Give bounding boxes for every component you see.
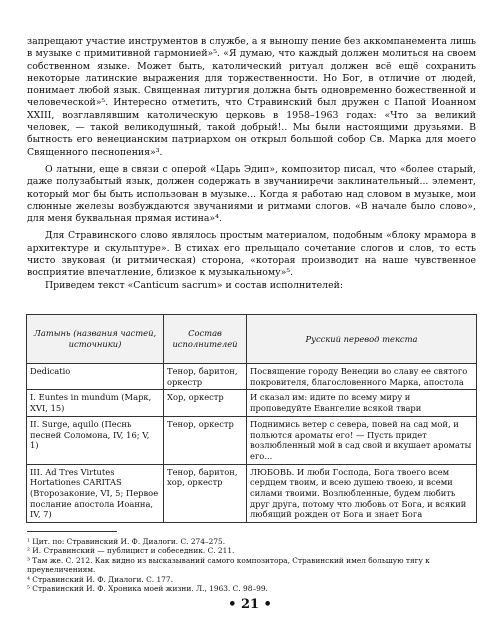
paragraph-2: О латыни, еще в связи с оперой «Царь Эдип», композитор писал, что «более старый, даже полузабытый язык, должен содержать в звучанииречи заклинательный... элемент, который мог бы быть использован в музыке... Когда я работаю над словом в музыке, мои слюнные железы возбуждаются звучаниями и ритмами слогов. «В начале было слово», для меня буквальная прямая истина»⁴. (27, 163, 476, 225)
paragraph-4: Приведем текст «Canticum sacrum» и состав исполнителей: (45, 279, 343, 291)
footnote: ⁵ Стравинский И. Ф. Хроника моей жизни. Л., 1963. С. 98–99. (27, 584, 268, 594)
table-cell: I. Euntes in mundum (Марк, XVI, 15) (27, 390, 164, 416)
table-header-row (27, 315, 477, 364)
table-cell: III. Ad Tres Virtutes Hortationes CARITAS (Второзаконие, VI, 5; Первое послание апостола Иоанна, IV, 7) (27, 464, 164, 523)
footnote: ² И. Стравинский — публицист и собеседник. С. 211. (27, 546, 235, 556)
body-text (27, 36, 476, 292)
table-cell: Dedicatio (27, 364, 164, 390)
footnote-divider (27, 531, 117, 532)
table-cell: Тенор, баритон, хор, оркестр (164, 464, 247, 523)
footnotes (27, 537, 476, 593)
table-cell: Тенор, баритон, оркестр (164, 364, 247, 390)
table-row (27, 464, 477, 523)
table-cell: Посвящение городу Венеции во славу ее святого покровителя, благословенного Марка, апостола (247, 364, 477, 390)
table-row (27, 364, 477, 390)
footnote: ⁴ Стравинский И. Ф. Диалоги. С. 177. (27, 574, 173, 584)
table-cell: Хор, оркестр (164, 390, 247, 416)
paragraph-1: запрещают участие инструментов в службе, а я выношу пение без аккомпанемента лишь в музыке с примитивной гармонией»⁵. «Я думаю, что каждый должен молиться на своем собственном языке. Может быть, католический ритуал должен всё ещё сохранить некоторые латинские выражения для торжественности. Но Бог, в отличие от людей, понимает любой язык. Священная литургия должна быть одновременно божественной и человеческой»⁵. Интересно отметить, что Стравинский был дружен с Папой Иоанном XXIII, возглавлявшим католическую церковь в 1958–1963 годах: «Что за великий человек, — такой великодушный, такой добрый!.. Мы были настоящими друзьями. В бытность его венецианским патриархом он открыл большой собор Св. Марка для моего Священного песнопения»³. (27, 36, 476, 158)
table-cell: II. Surge, aquilo (Песнь песней Соломона, IV, 16; V, 1) (27, 416, 164, 464)
texts-table (26, 314, 477, 523)
page-number: • 21 • (228, 597, 272, 612)
table-cell: Тенор, оркестр (164, 416, 247, 464)
table-cell: Поднимись ветер с севера, повей на сад мой, и польются ароматы его! — Пусть придет возлюбленный мой в сад свой и вкушает ароматы его... (247, 416, 477, 464)
table-cell: И сказал им: идите по всему миру и проповедуйте Евангелие всякой твари (247, 390, 477, 416)
paragraph-3: Для Стравинского слово являлось простым материалом, подобным «блоку мрамора в архитектуре и скульптуре». В стихах его прельщало сочетание слогов и слов, то есть чисто звуковая (и ритмическая) сторона, «которая производит на наше чувственное восприятие впечатление, близкое к музыкальному»⁵. (27, 230, 476, 279)
table-row (27, 416, 477, 464)
footnote: ¹ Цит. по: Стравинский И. Ф. Диалоги. С. 274–275. (27, 537, 226, 546)
header-performers: Состав исполнителей (164, 315, 247, 364)
table-cell: ЛЮБОВЬ. И люби Господа, Бога твоего всем сердцем твоим, и всею душею твоею, и всеми силами твоими. Возлюбленные, будем любить друг друга, потому что любовь от Бога, и всякий любящий рожден от Бога и знает Бога (247, 464, 477, 523)
footnote: ³ Там же. С. 212. Как видно из высказываний самого композитора, Стравинский имел большую тягу к преувеличениям. (27, 555, 430, 575)
header-translation: Русский перевод текста (247, 315, 477, 364)
table-row (27, 390, 477, 416)
header-latin: Латынь (названия частей, источники) (27, 315, 164, 364)
